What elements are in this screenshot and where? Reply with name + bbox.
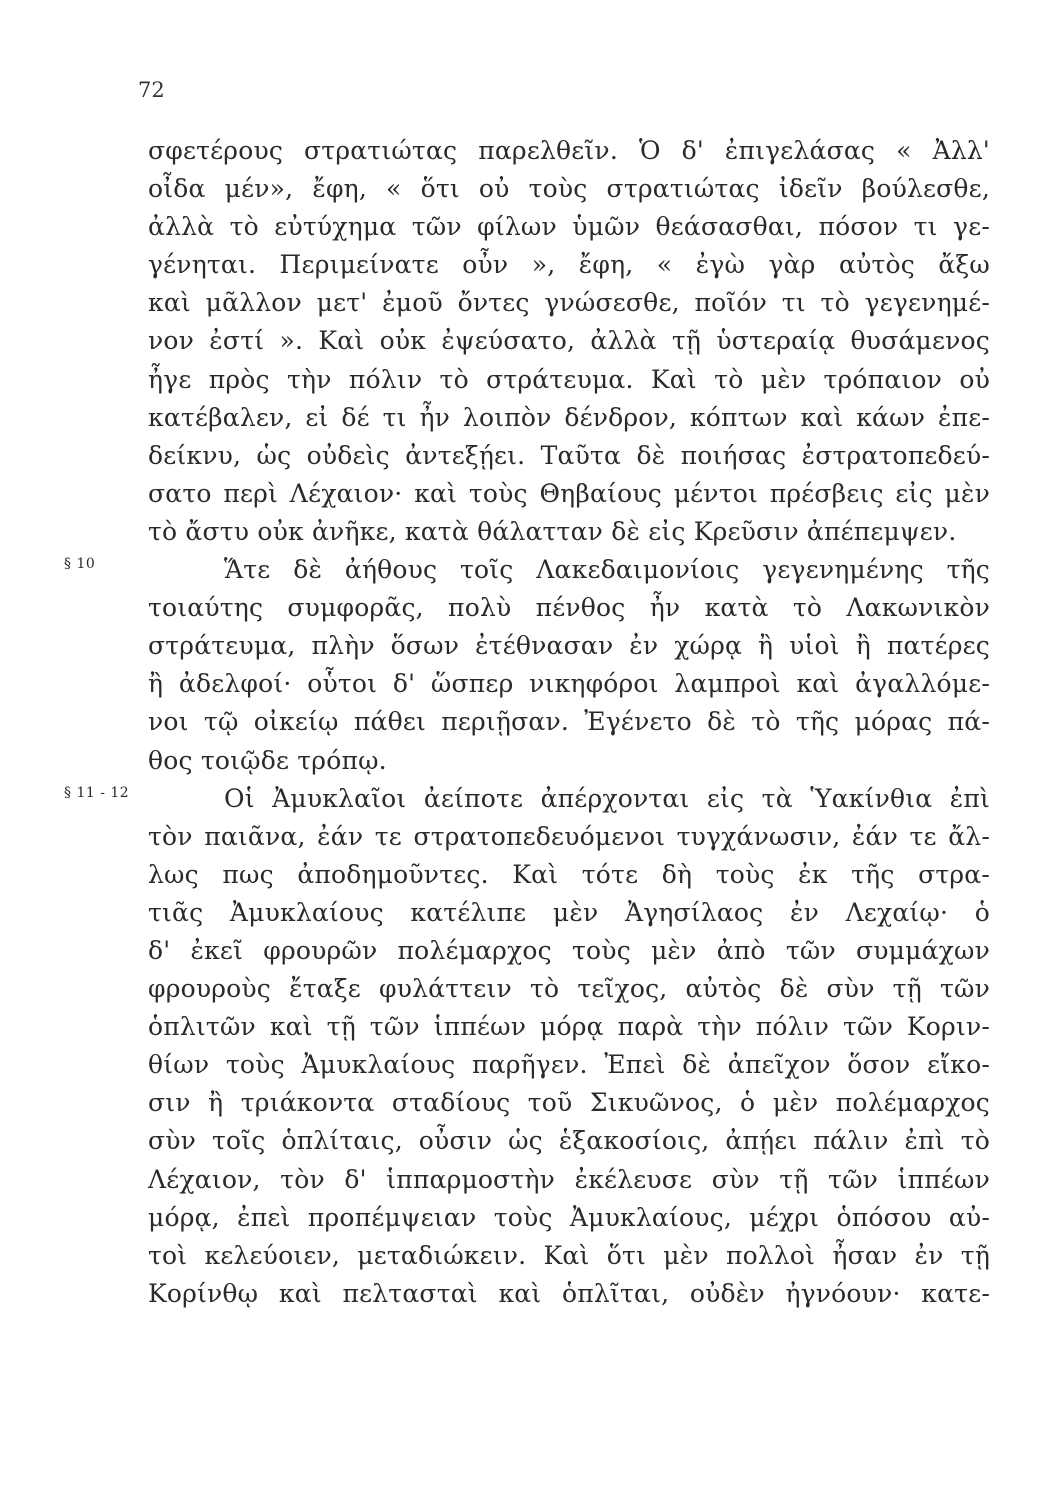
text-line-content: νον ἐστί ». Καὶ οὐκ ἐψεύσατο, ἀλλὰ τῇ ὑστεραίᾳ θυσάμενος bbox=[148, 326, 990, 356]
text-line-content: στράτευμα, πλὴν ὅσων ἐτέθνασαν ἐν χώρᾳ ἢ υἱοὶ ἢ πατέρες bbox=[148, 631, 990, 661]
text-line-content: λως πως ἀποδημοῦντες. Καὶ τότε δὴ τοὺς ἐκ τῆς στρα- bbox=[148, 859, 990, 889]
text-line bbox=[148, 475, 990, 513]
text-line-content: δείκνυ, ὡς οὐδεὶς ἀντεξῄει. Ταῦτα δὲ ποιήσας ἐστρατοπεδεύ- bbox=[148, 440, 990, 470]
text-line bbox=[64, 780, 990, 818]
text-line bbox=[148, 1008, 990, 1046]
text-line-content: Ἅτε δὲ ἀήθους τοῖς Λακεδαιμονίοις γεγενημένης τῆς bbox=[224, 555, 990, 585]
text-line-content: σὺν τοῖς ὁπλίταις, οὖσιν ὡς ἑξακοσίοις, ἀπῄει πάλιν ἐπὶ τὸ bbox=[148, 1126, 990, 1156]
text-line bbox=[148, 932, 990, 970]
text-line bbox=[148, 284, 990, 322]
text-line-content: φρουροὺς ἔταξε φυλάττειν τὸ τεῖχος, αὐτὸς δὲ σὺν τῇ τῶν bbox=[148, 974, 990, 1004]
text-line bbox=[148, 1275, 990, 1313]
text-line bbox=[148, 665, 990, 703]
text-line-content: γένηται. Περιμείνατε οὖν », ἔφη, « ἐγὼ γὰρ αὐτὸς ἄξω bbox=[148, 250, 990, 280]
text-line bbox=[148, 970, 990, 1008]
text-line bbox=[148, 1084, 990, 1122]
text-line-content: τοιαύτης συμφορᾶς, πολὺ πένθος ἦν κατὰ τὸ Λακωνικὸν bbox=[148, 593, 990, 623]
text-line-content: Λέχαιον, τὸν δ' ἱππαρμοστὴν ἐκέλευσε σὺν τῇ τῶν ἱππέων bbox=[148, 1164, 990, 1194]
text-line bbox=[148, 742, 990, 780]
text-line bbox=[148, 437, 990, 475]
text-line bbox=[148, 703, 990, 741]
text-line-content: τὸν παιᾶνα, ἐάν τε στρατοπεδευόμενοι τυγχάνωσιν, ἐάν τε ἄλ- bbox=[148, 821, 990, 851]
text-line-content: κατέβαλεν, εἰ δέ τι ἦν λοιπὸν δένδρον, κόπτων καὶ κάων ἐπε- bbox=[148, 402, 990, 432]
text-line bbox=[148, 1237, 990, 1275]
text-line-content: νοι τῷ οἰκείῳ πάθει περιῇσαν. Ἐγένετο δὲ τὸ τῆς μόρας πά- bbox=[148, 707, 990, 737]
text-line-content: ἀλλὰ τὸ εὐτύχημα τῶν φίλων ὑμῶν θεάσασθαι, πόσον τι γε- bbox=[148, 212, 990, 242]
text-line bbox=[148, 856, 990, 894]
text-line bbox=[148, 1199, 990, 1237]
text-line-content: τοὶ κελεύοιεν, μεταδιώκειν. Καὶ ὅτι μὲν πολλοὶ ἦσαν ἐν τῇ bbox=[148, 1240, 990, 1270]
text-line-content: τιᾶς Ἀμυκλαίους κατέλιπε μὲν Ἀγησίλαος ἐν Λεχαίῳ· ὁ bbox=[148, 897, 990, 927]
text-line-content: δ' ἐκεῖ φρουρῶν πολέμαρχος τοὺς μὲν ἀπὸ τῶν συμμάχων bbox=[148, 935, 990, 965]
text-line bbox=[148, 1161, 990, 1199]
text-line bbox=[148, 399, 990, 437]
text-line bbox=[148, 513, 990, 551]
text-line bbox=[148, 589, 990, 627]
text-line-content: ὁπλιτῶν καὶ τῇ τῶν ἱππέων μόρᾳ παρὰ τὴν πόλιν τῶν Κοριν- bbox=[148, 1012, 990, 1042]
text-line bbox=[148, 361, 990, 399]
text-line bbox=[148, 208, 990, 246]
text-line-content: σατο περὶ Λέχαιον· καὶ τοὺς Θηβαίους μέντοι πρέσβεις εἰς μὲν bbox=[148, 478, 990, 508]
section-marker: § 10 bbox=[64, 556, 96, 573]
text-line bbox=[148, 322, 990, 360]
text-line bbox=[64, 551, 990, 589]
text-line-content: Κορίνθῳ καὶ πελτασταὶ καὶ ὁπλῖται, οὐδὲν ἠγνόουν· κατε- bbox=[148, 1278, 990, 1308]
section-marker: § 11 - 12 bbox=[64, 784, 130, 801]
text-line-content: θος τοιῷδε τρόπῳ. bbox=[148, 745, 387, 775]
text-line bbox=[148, 894, 990, 932]
text-line-content: καὶ μᾶλλον μετ' ἐμοῦ ὄντες γνώσεσθε, ποῖόν τι τὸ γεγενημέ- bbox=[148, 288, 990, 318]
text-line bbox=[148, 627, 990, 665]
text-line bbox=[148, 1122, 990, 1160]
text-line-content: τὸ ἄστυ οὐκ ἀνῆκε, κατὰ θάλατταν δὲ εἰς Κρεῦσιν ἀπέπεμψεν. bbox=[148, 516, 957, 546]
text-line bbox=[148, 132, 990, 170]
text-line-content: οἶδα μέν», ἔφη, « ὅτι οὐ τοὺς στρατιώτας ἰδεῖν βούλεσθε, bbox=[148, 174, 990, 204]
text-line-content: μόρᾳ, ἐπεὶ προπέμψειαν τοὺς Ἀμυκλαίους, μέχρι ὁπόσου αὐ- bbox=[148, 1202, 990, 1232]
text-line-content: ἢ ἀδελφοί· οὗτοι δ' ὥσπερ νικηφόροι λαμπροὶ καὶ ἀγαλλόμε- bbox=[148, 669, 990, 699]
text-line-content: Οἱ Ἀμυκλαῖοι ἀείποτε ἀπέρχονται εἰς τὰ Ὑακίνθια ἐπὶ bbox=[224, 783, 990, 813]
text-line bbox=[148, 1046, 990, 1084]
text-line bbox=[148, 818, 990, 856]
text-line bbox=[148, 170, 990, 208]
page-number: 72 bbox=[138, 78, 165, 102]
text-line-content: σιν ἢ τριάκοντα σταδίους τοῦ Σικυῶνος, ὁ μὲν πολέμαρχος bbox=[148, 1088, 990, 1118]
greek-text-body bbox=[64, 132, 990, 1313]
text-line-content: ἦγε πρὸς τὴν πόλιν τὸ στράτευμα. Καὶ τὸ μὲν τρόπαιον οὐ bbox=[148, 364, 990, 394]
text-line-content: σφετέρους στρατιώτας παρελθεῖν. Ὁ δ' ἐπιγελάσας « Ἀλλ' bbox=[148, 136, 990, 165]
text-line-content: θίων τοὺς Ἀμυκλαίους παρῆγεν. Ἐπεὶ δὲ ἀπεῖχον ὅσον εἴκο- bbox=[148, 1050, 990, 1080]
text-line bbox=[148, 246, 990, 284]
